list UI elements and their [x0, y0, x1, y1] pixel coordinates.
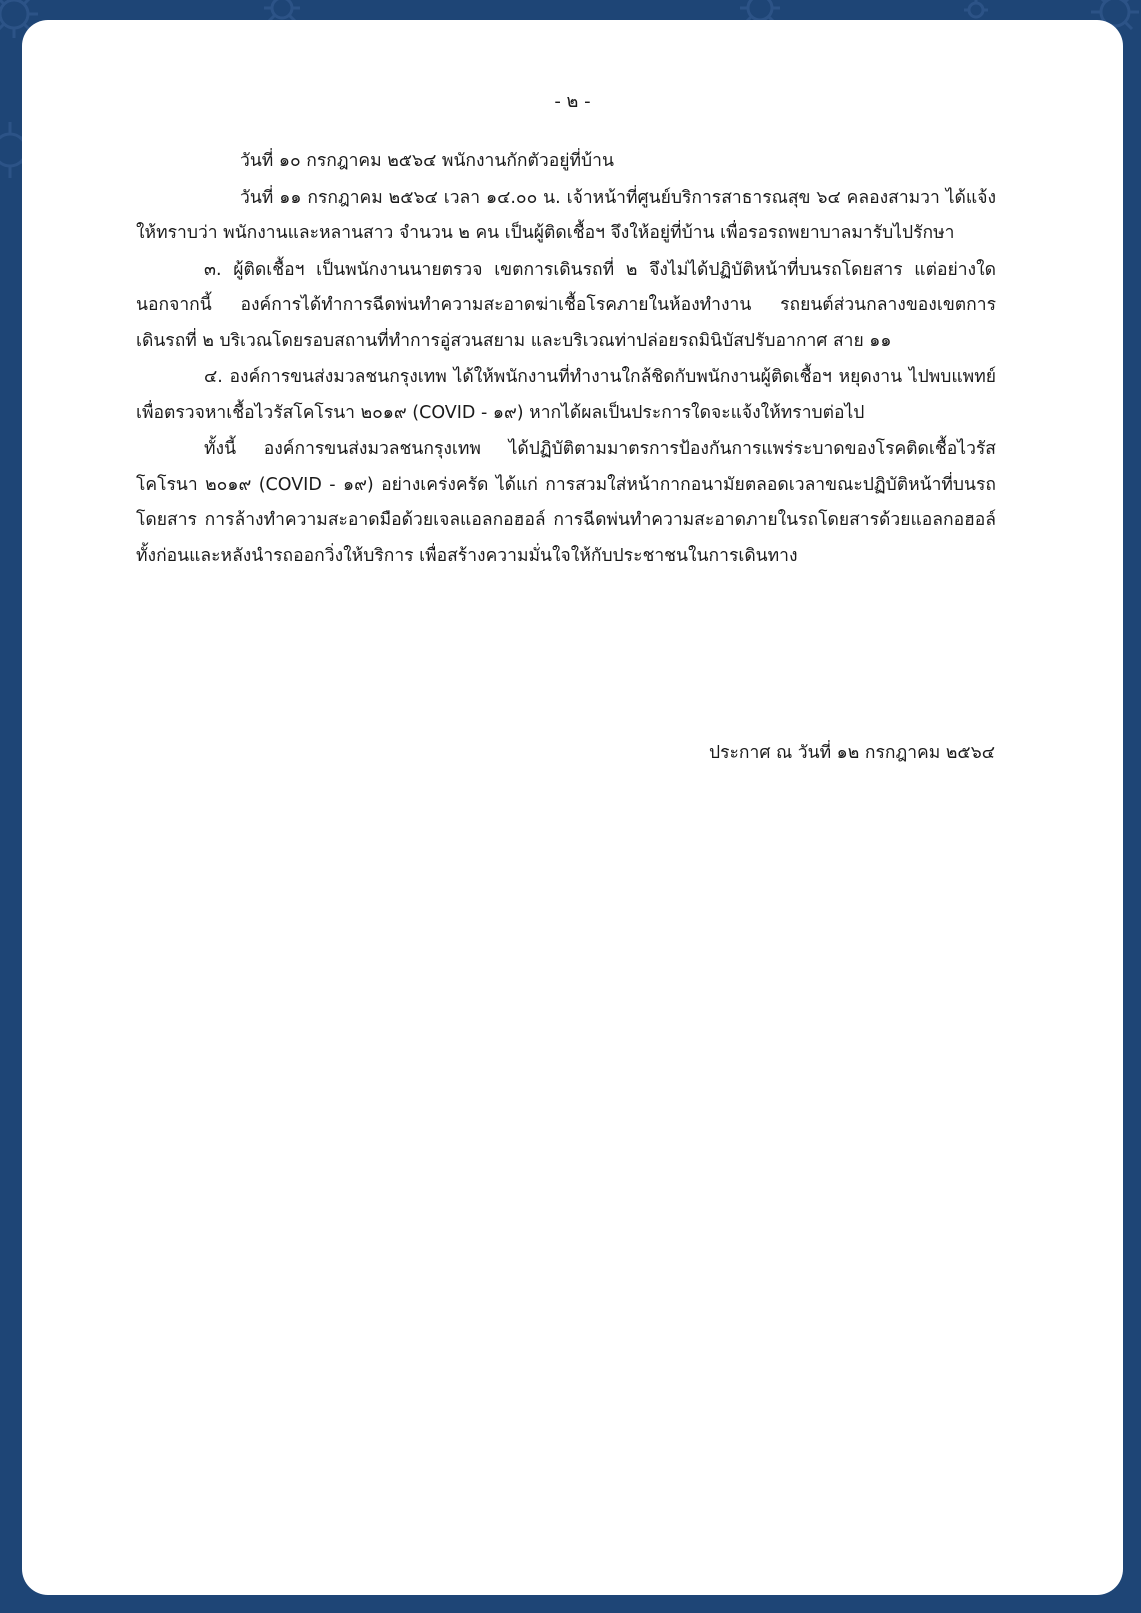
paragraph-item-4: ๔. องค์การขนส่งมวลชนกรุงเทพ ได้ให้พนักงานที่ทำงานใกล้ชิดกับพนักงานผู้ติดเชื้อฯ หยุดงาน ไปพบแพทย์ เพื่อตรวจหาเชื้อไวรัสโคโรนา ๒๐๑๙ (COVID - ๑๙) หากได้ผลเป็นประการใดจะแจ้งให้ทราบต่อไป	[136, 367, 996, 423]
paragraph-measures: ทั้งนี้ องค์การขนส่งมวลชนกรุงเทพ ได้ปฏิบัติตามมาตรการป้องกันการแพร่ระบาดของโรคติดเชื้อไวรัสโคโรนา ๒๐๑๙ (COVID - ๑๙) อย่างเคร่งครัด ได้แก่ การสวมใส่หน้ากากอนามัยตลอดเวลาขณะปฏิบัติหน้าที่บนรถโดยสาร การล้างทำความสะอาดมือด้วยเจลแอลกอฮอล์ การฉีดพ่นทำความสะอาดภายในรถโดยสารด้วยแอลกอฮอล์ ทั้งก่อนและหลังนำรถออกวิ่งให้บริการ เพื่อสร้างความมั่นใจให้กับประชาชนในการเดินทาง	[136, 439, 996, 566]
document-body	[136, 144, 996, 575]
paragraph-date-11: วันที่ ๑๑ กรกฎาคม ๒๕๖๔ เวลา ๑๔.๐๐ น. เจ้าหน้าที่ศูนย์บริการสาธารณสุข ๖๔ คลองสามวา ได้แจ้งให้ทราบว่า พนักงานและหลานสาว จำนวน ๒ คน เป็นผู้ติดเชื้อฯ จึงให้อยู่ที่บ้าน เพื่อรอรถพยาบาลมารับไปรักษา	[136, 187, 996, 243]
page-number: - ๒ -	[554, 91, 591, 112]
announcement-date: ประกาศ ณ วันที่ ๑๒ กรกฎาคม ๒๕๖๔	[709, 743, 995, 763]
document-page	[22, 20, 1123, 1595]
paragraph-item-3: ๓. ผู้ติดเชื้อฯ เป็นพนักงานนายตรวจ เขตการเดินรถที่ ๒ จึงไม่ได้ปฏิบัติหน้าที่บนรถโดยสาร แต่อย่างใด นอกจากนี้ องค์การได้ทำการฉีดพ่นทำความสะอาดฆ่าเชื้อโรคภายในห้องทำงาน รถยนต์ส่วนกลางของเขตการเดินรถที่ ๒ บริเวณโดยรอบสถานที่ทำการอู่สวนสยาม และบริเวณท่าปล่อยรถมินิบัสปรับอากาศ สาย ๑๑	[136, 259, 996, 351]
paragraph-date-10: วันที่ ๑๐ กรกฎาคม ๒๕๖๔ พนักงานกักตัวอยู่ที่บ้าน	[240, 151, 614, 171]
